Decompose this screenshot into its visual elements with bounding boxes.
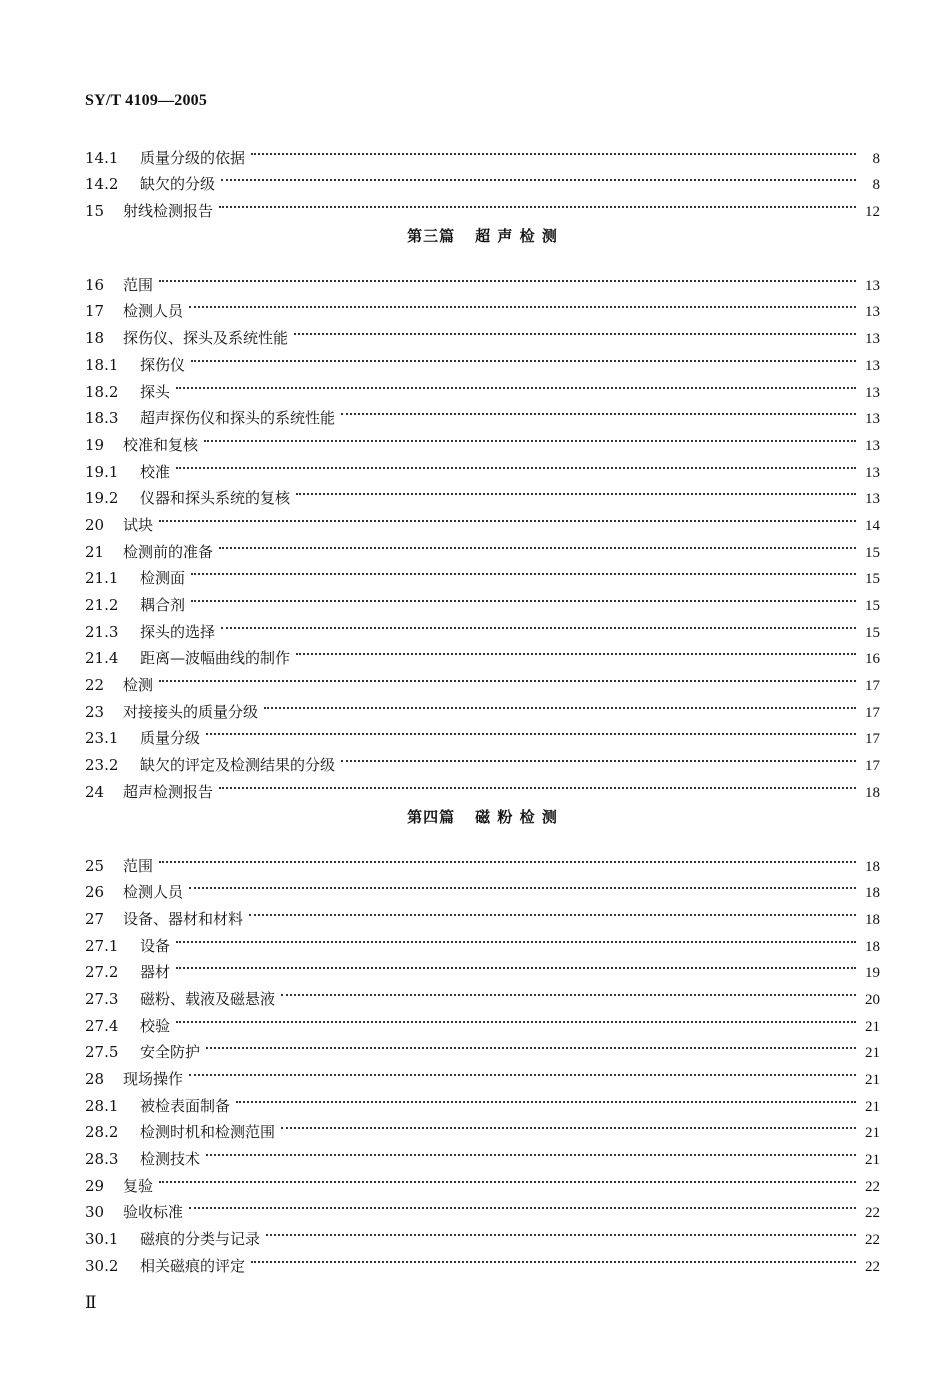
toc-entry-title: 检测人员: [123, 883, 184, 902]
toc-dot-leader: [249, 136, 858, 163]
toc-entry-page: 13: [865, 437, 880, 454]
toc-entry-title: 相关磁痕的评定: [140, 1256, 246, 1275]
toc-entry-number: 28.1: [85, 1096, 119, 1115]
toc-entry-number: 19.1: [85, 462, 119, 481]
toc-dot-leader: [157, 503, 858, 530]
toc-entry-title: 缺欠的评定及检测结果的分级: [140, 756, 336, 775]
toc-entry-title: 范围: [123, 856, 154, 875]
toc-entry[interactable]: [85, 583, 880, 614]
toc-entry-title: 磁痕的分类与记录: [140, 1230, 261, 1249]
toc-entry-title: 探伤仪、探头及系统性能: [123, 329, 289, 348]
toc-entry-title: 探头: [140, 382, 171, 401]
toc-entry-title: 仪器和探头系统的复核: [140, 489, 291, 508]
toc-entry-title: 现场操作: [123, 1070, 184, 1088]
toc-entry-page: 17: [865, 731, 880, 748]
toc-entry-page: 15: [865, 624, 880, 641]
toc-entry-number: 27.2: [85, 963, 119, 982]
toc-entry[interactable]: [85, 1137, 880, 1169]
toc-dot-leader: [204, 717, 858, 744]
toc-entry-number: 16: [85, 275, 105, 294]
toc-entry-page: 17: [865, 758, 880, 775]
toc-entry-page: 15: [865, 544, 880, 561]
toc-entry-page: 18: [865, 911, 880, 928]
toc-entry-title: 设备、器材和材料: [123, 909, 244, 928]
toc-entry-page: 20: [865, 991, 880, 1008]
toc-dot-leader: [174, 1004, 858, 1031]
toc-dot-leader: [217, 770, 858, 797]
toc-entry-number: 23: [85, 702, 105, 721]
toc-entry-page: 18: [865, 858, 880, 875]
toc-entry-title: 缺欠的分级: [140, 175, 216, 194]
toc-entry-title: 检测人员: [123, 302, 184, 321]
toc-dot-leader: [339, 743, 858, 770]
toc-entry[interactable]: [85, 1057, 880, 1088]
toc-entry-title: 探伤仪: [140, 355, 186, 374]
toc-entry-number: 19: [85, 435, 105, 454]
toc-entry-page: 21: [865, 1072, 880, 1088]
toc-entry-number: 17: [85, 302, 105, 321]
toc-entry-number: 25: [85, 856, 105, 875]
toc-entry[interactable]: [85, 557, 880, 588]
toc-entry[interactable]: [85, 450, 880, 481]
toc-dot-leader: [174, 951, 858, 978]
toc-entry-title: 检测时机和检测范围: [140, 1123, 276, 1142]
toc-entry-title: 试块: [123, 515, 154, 534]
toc-entry-title: 超声探伤仪和探头的系统性能: [140, 409, 336, 428]
toc-entry-page: 21: [865, 1125, 880, 1142]
toc-entry-number: 24: [85, 782, 105, 801]
toc-entry-page: 18: [865, 885, 880, 902]
toc-dot-leader: [219, 163, 858, 190]
toc-entry-page: 13: [865, 464, 880, 481]
toc-dot-leader: [247, 897, 858, 924]
toc-entry-number: 28.3: [85, 1150, 119, 1169]
toc-entry-page: 8: [872, 150, 880, 167]
toc-dot-leader: [174, 370, 858, 397]
toc-entry-number: 23.2: [85, 756, 119, 775]
toc-entry-title: 设备: [140, 936, 171, 955]
toc-entry-number: 18.3: [85, 409, 119, 428]
toc-entry-title: 校准: [140, 462, 171, 481]
toc-entry[interactable]: [85, 871, 880, 902]
toc-entry[interactable]: [85, 977, 880, 1008]
toc-entry-page: 14: [865, 517, 880, 534]
toc-entry-number: 30: [85, 1203, 105, 1222]
toc-entry-number: 18.1: [85, 355, 119, 374]
toc-entry-page: 13: [865, 331, 880, 348]
toc-entry[interactable]: [85, 423, 880, 454]
table-of-contents: [85, 136, 880, 1275]
toc-entry-number: 26: [85, 883, 105, 902]
section-part-label: 第四篇: [407, 807, 456, 826]
toc-entry-number: 21.2: [85, 596, 119, 614]
toc-entry-number: 29: [85, 1176, 105, 1195]
toc-dot-leader: [187, 871, 858, 898]
toc-entry-page: 21: [865, 1152, 880, 1169]
toc-entry-number: 27.4: [85, 1016, 119, 1035]
toc-entry-page: 17: [865, 704, 880, 721]
toc-entry-page: 22: [865, 1232, 880, 1249]
toc-entry[interactable]: [85, 663, 880, 695]
toc-entry-page: 21: [865, 1045, 880, 1062]
toc-entry[interactable]: [85, 1164, 880, 1195]
toc-entry-title: 范围: [123, 275, 154, 294]
toc-entry-page: 13: [865, 304, 880, 321]
section-title: 磁 粉 检 测: [475, 807, 558, 826]
toc-entry-page: 16: [865, 651, 880, 668]
toc-entry-page: 21: [865, 1018, 880, 1035]
section-part-label: 第三篇: [407, 227, 456, 246]
toc-dot-leader: [157, 263, 858, 290]
toc-entry[interactable]: [85, 503, 880, 534]
toc-entry-title: 距离—波幅曲线的制作: [140, 649, 291, 668]
toc-entry-page: 22: [865, 1178, 880, 1195]
toc-entry-number: 20: [85, 515, 105, 534]
toc-entry-title: 对接接头的质量分级: [123, 702, 259, 721]
toc-entry-page: 15: [865, 571, 880, 588]
toc-entry-number: 27: [85, 909, 105, 928]
toc-entry-title: 校准和复核: [123, 435, 199, 454]
toc-entry-number: 30.2: [85, 1256, 119, 1275]
toc-dot-leader: [157, 663, 858, 690]
toc-entry[interactable]: [85, 1191, 880, 1222]
toc-entry-number: 18.2: [85, 382, 119, 401]
toc-entry-number: 14.1: [85, 148, 119, 167]
toc-entry-page: 8: [872, 177, 880, 194]
toc-entry-title: 检测前的准备: [123, 542, 214, 561]
toc-entry-title: 磁粉、载液及磁悬液: [140, 989, 276, 1008]
toc-dot-leader: [187, 1057, 858, 1084]
toc-dot-leader: [204, 1137, 858, 1164]
toc-entry-number: 21.4: [85, 649, 119, 668]
toc-entry-number: 14.2: [85, 175, 119, 194]
toc-dot-leader: [292, 316, 858, 343]
toc-entry[interactable]: [85, 844, 880, 875]
section-heading: [85, 804, 880, 831]
toc-entry-number: 27.1: [85, 936, 119, 955]
toc-entry-page: 15: [865, 598, 880, 614]
toc-dot-leader: [249, 1244, 858, 1271]
toc-entry[interactable]: [85, 1084, 880, 1115]
toc-entry[interactable]: [85, 717, 880, 748]
toc-dot-leader: [294, 477, 858, 504]
toc-dot-leader: [234, 1084, 858, 1111]
toc-entry-title: 器材: [140, 963, 171, 982]
toc-entry-page: 22: [865, 1258, 880, 1275]
toc-entry-page: 13: [865, 277, 880, 294]
toc-entry-number: 22: [85, 676, 105, 695]
toc-entry-page: 13: [865, 411, 880, 428]
toc-entry-page: 18: [865, 938, 880, 955]
toc-dot-leader: [264, 1217, 858, 1244]
toc-dot-leader: [187, 1191, 858, 1218]
toc-entry[interactable]: [85, 610, 880, 641]
toc-entry-title: 被检表面制备: [140, 1096, 231, 1115]
toc-entry-title: 安全防护: [140, 1043, 201, 1062]
toc-dot-leader: [174, 450, 858, 477]
toc-entry-title: 质量分级: [140, 729, 201, 748]
toc-dot-leader: [339, 397, 858, 424]
toc-dot-leader: [157, 844, 858, 871]
toc-entry-number: 21: [85, 542, 105, 561]
toc-entry-number: 21.1: [85, 569, 119, 588]
toc-entry[interactable]: [85, 924, 880, 955]
toc-entry-page: 22: [865, 1205, 880, 1222]
toc-dot-leader: [187, 290, 858, 317]
toc-entry-number: 23.1: [85, 729, 119, 748]
toc-entry[interactable]: [85, 370, 880, 401]
toc-entry-page: 13: [865, 384, 880, 401]
toc-entry[interactable]: [85, 343, 880, 374]
toc-entry-page: 19: [865, 965, 880, 982]
toc-entry[interactable]: [85, 290, 880, 321]
toc-entry-title: 射线检测报告: [123, 202, 214, 221]
toc-entry-title: 检测面: [140, 569, 186, 588]
toc-entry-title: 耦合剂: [140, 596, 186, 614]
toc-entry-page: 17: [865, 678, 880, 695]
toc-entry-title: 验收标准: [123, 1203, 184, 1222]
toc-entry-title: 校验: [140, 1016, 171, 1035]
toc-entry[interactable]: [85, 951, 880, 982]
toc-dot-leader: [202, 423, 858, 450]
toc-dot-leader: [262, 690, 858, 717]
toc-entry[interactable]: [85, 1004, 880, 1035]
toc-entry-title: 复验: [123, 1176, 154, 1195]
toc-entry-number: 28: [85, 1070, 105, 1088]
toc-dot-leader: [217, 530, 858, 557]
toc-dot-leader: [157, 1164, 858, 1191]
toc-entry[interactable]: [85, 1031, 880, 1062]
toc-entry-number: 21.3: [85, 622, 119, 641]
toc-entry-page: 21: [865, 1098, 880, 1115]
toc-entry-page: 13: [865, 491, 880, 508]
toc-entry-title: 检测技术: [140, 1150, 201, 1169]
toc-entry[interactable]: [85, 263, 880, 294]
toc-entry[interactable]: [85, 136, 880, 167]
document-code-header: SY/T 4109—2005: [85, 92, 208, 109]
toc-dot-leader: [189, 557, 858, 584]
toc-dot-leader: [219, 610, 858, 637]
toc-entry[interactable]: [85, 477, 880, 508]
toc-entry-number: 18: [85, 329, 105, 348]
toc-entry[interactable]: [85, 690, 880, 721]
toc-entry-number: 28.2: [85, 1123, 119, 1142]
section-title: 超 声 检 测: [475, 227, 558, 246]
toc-dot-leader: [174, 924, 858, 951]
toc-dot-leader: [294, 637, 858, 664]
toc-dot-leader: [204, 1031, 858, 1058]
toc-entry-number: 27.3: [85, 989, 119, 1008]
toc-entry[interactable]: [85, 897, 880, 928]
toc-entry-title: 检测: [123, 676, 154, 695]
section-heading: [85, 223, 880, 250]
toc-entry-page: 12: [865, 204, 880, 221]
toc-entry-title: 探头的选择: [140, 622, 216, 641]
toc-entry-title: 超声检测报告: [123, 782, 214, 801]
toc-entry-title: 质量分级的依据: [140, 148, 246, 167]
toc-dot-leader: [217, 189, 858, 216]
toc-dot-leader: [279, 1111, 858, 1138]
toc-dot-leader: [279, 977, 858, 1004]
toc-entry-page: 13: [865, 357, 880, 374]
toc-entry-number: 27.5: [85, 1043, 119, 1062]
toc-dot-leader: [189, 583, 858, 610]
toc-entry-number: 30.1: [85, 1230, 119, 1249]
page-number-footer: Ⅱ: [85, 1293, 97, 1312]
toc-entry[interactable]: [85, 530, 880, 561]
toc-entry[interactable]: [85, 743, 880, 775]
toc-entry[interactable]: [85, 397, 880, 428]
toc-entry[interactable]: [85, 1217, 880, 1249]
toc-dot-leader: [189, 343, 858, 370]
toc-entry[interactable]: [85, 316, 880, 348]
toc-entry-number: 19.2: [85, 489, 119, 508]
toc-entry-page: 18: [865, 784, 880, 801]
toc-entry-number: 15: [85, 202, 105, 221]
